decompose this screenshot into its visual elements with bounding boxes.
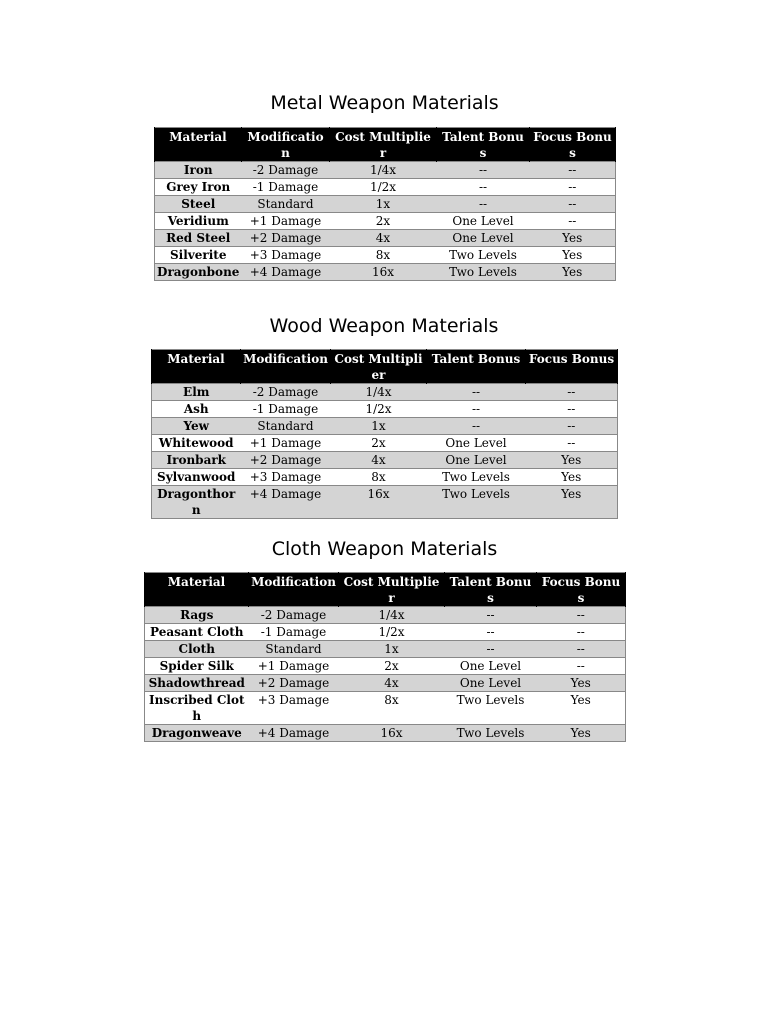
wood-header-1: Modification	[241, 350, 331, 384]
material-name: Whitewood	[152, 435, 241, 452]
table-cell: --	[445, 641, 537, 658]
table-cell: +3 Damage	[241, 469, 331, 486]
table-cell: 2x	[330, 213, 437, 230]
wood-header-0: Material	[152, 350, 241, 384]
table-cell: -2 Damage	[241, 384, 331, 401]
table-cell: Yes	[526, 452, 618, 469]
metal-header-3: Talent Bonus	[437, 128, 530, 162]
table-row	[152, 452, 618, 469]
table-row	[155, 179, 616, 196]
table-cell: Two Levels	[437, 247, 530, 264]
cloth-header-4: Focus Bonus	[537, 573, 626, 607]
table-cell: -1 Damage	[242, 179, 330, 196]
table-cell: +1 Damage	[241, 435, 331, 452]
metal-table-body	[155, 162, 616, 281]
metal-header-0: Material	[155, 128, 242, 162]
table-cell: 2x	[331, 435, 427, 452]
table-cell: -2 Damage	[249, 607, 339, 624]
table-cell: --	[530, 213, 616, 230]
table-cell: 8x	[331, 469, 427, 486]
cloth-header-1: Modification	[249, 573, 339, 607]
table-row	[155, 247, 616, 264]
table-row	[155, 162, 616, 179]
table-row	[155, 196, 616, 213]
table-cell: 1/2x	[331, 401, 427, 418]
table-cell: --	[445, 624, 537, 641]
table-cell: Yes	[537, 675, 626, 692]
cloth-table-body	[145, 607, 626, 742]
table-cell: Yes	[526, 486, 618, 519]
table-row	[155, 264, 616, 281]
cloth-header-row	[145, 573, 626, 607]
table-cell: One Level	[445, 675, 537, 692]
material-name: Steel	[155, 196, 242, 213]
material-name: Iron	[155, 162, 242, 179]
table-cell: 1x	[339, 641, 445, 658]
table-row	[155, 230, 616, 247]
metal-header-1: Modification	[242, 128, 330, 162]
table-row	[152, 384, 618, 401]
table-cell: Yes	[537, 692, 626, 725]
table-cell: -1 Damage	[241, 401, 331, 418]
table-cell: --	[437, 162, 530, 179]
table-cell: Two Levels	[445, 692, 537, 725]
wood-header-4: Focus Bonus	[526, 350, 618, 384]
metal-table	[154, 127, 616, 281]
material-name: Cloth	[145, 641, 249, 658]
wood-table	[151, 349, 618, 519]
table-cell: --	[427, 418, 526, 435]
metal-header-4: Focus Bonus	[530, 128, 616, 162]
table-cell: Two Levels	[427, 469, 526, 486]
material-name: Dragonweave	[145, 725, 249, 742]
table-row	[152, 401, 618, 418]
wood-header-row	[152, 350, 618, 384]
cloth-header-3: Talent Bonus	[445, 573, 537, 607]
table-cell: One Level	[427, 435, 526, 452]
table-row	[152, 469, 618, 486]
table-cell: Yes	[530, 230, 616, 247]
material-name: Ash	[152, 401, 241, 418]
material-name: Peasant Cloth	[145, 624, 249, 641]
table-cell: --	[530, 162, 616, 179]
table-cell: --	[437, 179, 530, 196]
material-name: Dragonthorn	[152, 486, 241, 519]
table-row	[145, 607, 626, 624]
table-cell: --	[537, 607, 626, 624]
table-cell: 1/2x	[339, 624, 445, 641]
table-row	[152, 435, 618, 452]
table-cell: 16x	[339, 725, 445, 742]
table-cell: --	[526, 384, 618, 401]
table-cell: -2 Damage	[242, 162, 330, 179]
table-cell: 1x	[331, 418, 427, 435]
table-cell: 4x	[330, 230, 437, 247]
cloth-title: Cloth Weapon Materials	[271, 538, 498, 560]
table-cell: --	[537, 624, 626, 641]
material-name: Yew	[152, 418, 241, 435]
table-cell: --	[526, 401, 618, 418]
table-cell: Standard	[241, 418, 331, 435]
material-name: Inscribed Cloth	[145, 692, 249, 725]
table-cell: --	[427, 401, 526, 418]
wood-table-body	[152, 384, 618, 519]
table-cell: 4x	[339, 675, 445, 692]
table-cell: 8x	[330, 247, 437, 264]
table-row	[145, 692, 626, 725]
table-cell: +2 Damage	[249, 675, 339, 692]
table-cell: One Level	[445, 658, 537, 675]
table-cell: +4 Damage	[241, 486, 331, 519]
table-cell: +3 Damage	[242, 247, 330, 264]
table-cell: --	[537, 641, 626, 658]
table-cell: One Level	[437, 230, 530, 247]
table-cell: +4 Damage	[249, 725, 339, 742]
table-cell: 1x	[330, 196, 437, 213]
table-cell: 16x	[330, 264, 437, 281]
table-cell: --	[437, 196, 530, 213]
table-cell: --	[526, 418, 618, 435]
table-cell: Two Levels	[437, 264, 530, 281]
material-name: Sylvanwood	[152, 469, 241, 486]
table-cell: One Level	[437, 213, 530, 230]
cloth-section	[144, 538, 625, 742]
material-name: Ironbark	[152, 452, 241, 469]
wood-section	[151, 315, 617, 519]
table-cell: +1 Damage	[249, 658, 339, 675]
table-cell: --	[537, 658, 626, 675]
table-cell: +2 Damage	[242, 230, 330, 247]
table-cell: +3 Damage	[249, 692, 339, 725]
table-row	[152, 486, 618, 519]
material-name: Shadowthread	[145, 675, 249, 692]
table-row	[145, 725, 626, 742]
table-cell: Standard	[242, 196, 330, 213]
table-cell: Yes	[526, 469, 618, 486]
table-cell: One Level	[427, 452, 526, 469]
table-cell: 1/4x	[331, 384, 427, 401]
table-cell: 16x	[331, 486, 427, 519]
table-cell: 1/2x	[330, 179, 437, 196]
cloth-header-0: Material	[145, 573, 249, 607]
table-cell: +1 Damage	[242, 213, 330, 230]
table-cell: --	[427, 384, 526, 401]
metal-header-2: Cost Multiplier	[330, 128, 437, 162]
metal-title: Metal Weapon Materials	[270, 92, 499, 114]
table-cell: Standard	[249, 641, 339, 658]
material-name: Rags	[145, 607, 249, 624]
table-row	[145, 675, 626, 692]
table-row	[145, 624, 626, 641]
metal-section	[154, 92, 615, 281]
table-cell: Two Levels	[427, 486, 526, 519]
table-cell: 2x	[339, 658, 445, 675]
table-cell: 1/4x	[339, 607, 445, 624]
material-name: Red Steel	[155, 230, 242, 247]
table-cell: 1/4x	[330, 162, 437, 179]
table-cell: --	[530, 179, 616, 196]
table-cell: Yes	[537, 725, 626, 742]
table-cell: --	[526, 435, 618, 452]
material-name: Dragonbone	[155, 264, 242, 281]
table-cell: -1 Damage	[249, 624, 339, 641]
material-name: Grey Iron	[155, 179, 242, 196]
material-name: Silverite	[155, 247, 242, 264]
table-cell: Yes	[530, 247, 616, 264]
wood-title: Wood Weapon Materials	[269, 315, 499, 337]
cloth-header-2: Cost Multiplier	[339, 573, 445, 607]
wood-header-3: Talent Bonus	[427, 350, 526, 384]
cloth-table	[144, 572, 626, 742]
table-row	[145, 641, 626, 658]
table-cell: +2 Damage	[241, 452, 331, 469]
table-cell: --	[445, 607, 537, 624]
wood-header-2: Cost Multiplier	[331, 350, 427, 384]
metal-header-row	[155, 128, 616, 162]
table-cell: +4 Damage	[242, 264, 330, 281]
table-row	[155, 213, 616, 230]
table-cell: Two Levels	[445, 725, 537, 742]
material-name: Spider Silk	[145, 658, 249, 675]
table-row	[145, 658, 626, 675]
material-name: Elm	[152, 384, 241, 401]
table-row	[152, 418, 618, 435]
table-cell: 4x	[331, 452, 427, 469]
table-cell: 8x	[339, 692, 445, 725]
table-cell: Yes	[530, 264, 616, 281]
table-cell: --	[530, 196, 616, 213]
material-name: Veridium	[155, 213, 242, 230]
